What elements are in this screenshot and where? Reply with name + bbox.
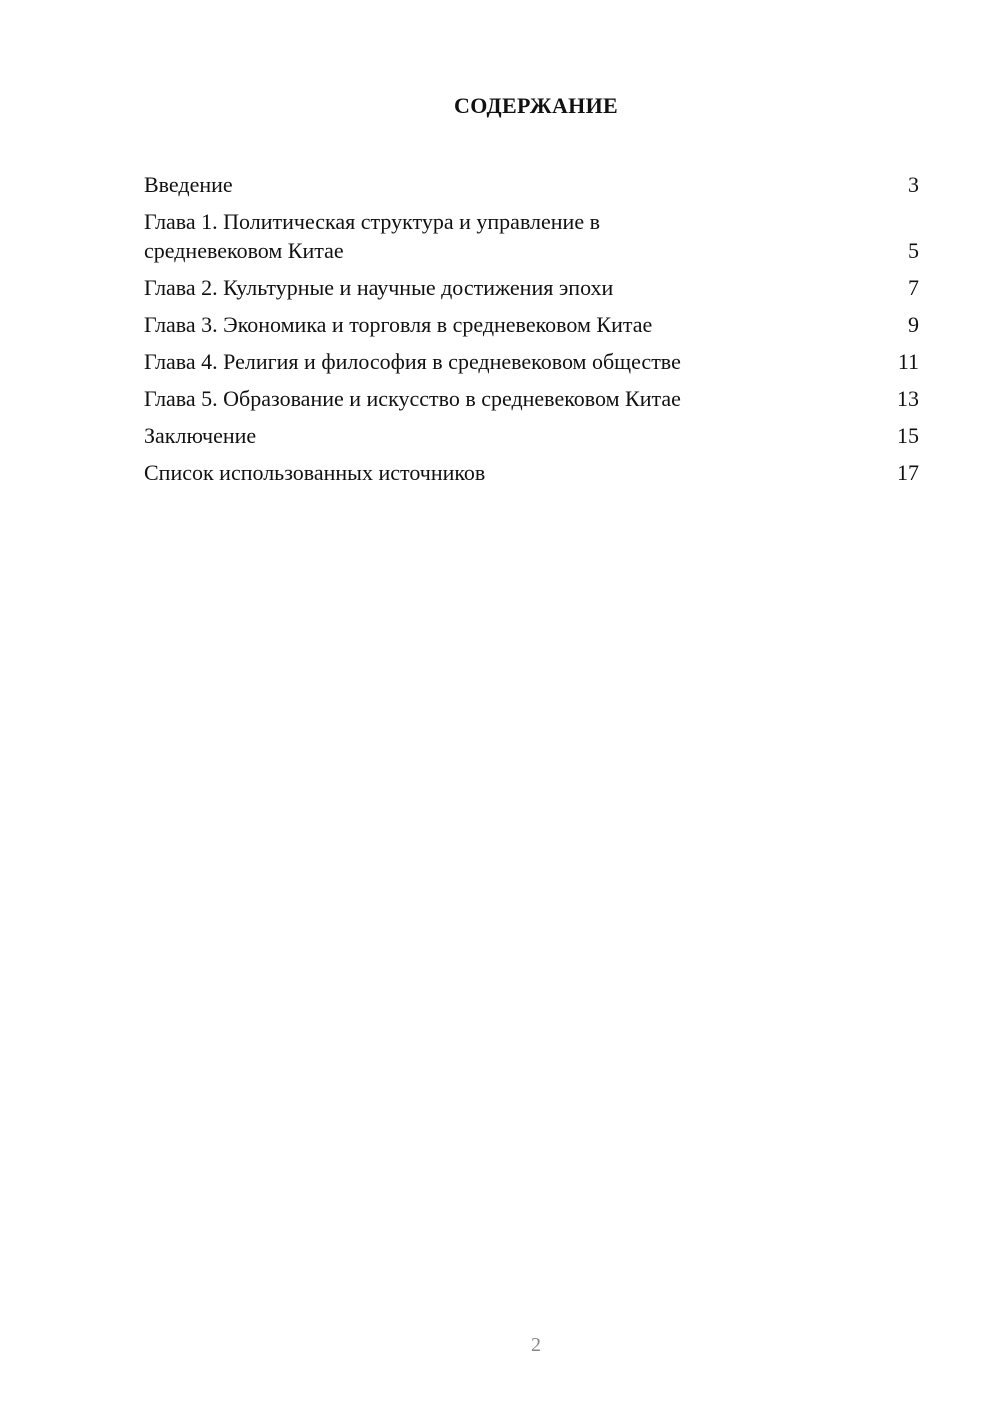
- toc-entry-chapter-5: [144, 384, 919, 413]
- toc-entry-page: 11: [897, 349, 919, 374]
- toc-entry-label: Глава 2. Культурные и научные достижения эпохи: [144, 275, 614, 300]
- toc-entry-page: 17: [897, 460, 919, 485]
- toc-entry-page: 9: [908, 312, 919, 337]
- toc-entry-page: 7: [908, 275, 919, 300]
- toc-entry-label: Список использованных источников: [144, 460, 486, 485]
- toc-entry-page: 5: [908, 238, 919, 263]
- toc-entry-chapter-4: [144, 347, 919, 376]
- page-number: 2: [531, 1334, 541, 1356]
- toc-entry-chapter-2: [144, 273, 919, 302]
- toc-entry-label: Глава 5. Образование и искусство в средневековом Китае: [144, 386, 681, 411]
- toc-entry-page: 3: [908, 172, 919, 197]
- toc-entry-label: Глава 3. Экономика и торговля в средневековом Китае: [144, 312, 653, 337]
- table-of-contents: [144, 170, 919, 495]
- toc-entry-label: Глава 4. Религия и философия в средневековом обществе: [144, 349, 681, 374]
- toc-entry-label: Заключение: [144, 423, 257, 448]
- toc-entry-conclusion: [144, 421, 919, 450]
- toc-entry-introduction: [144, 170, 919, 199]
- toc-entry-page: 15: [897, 423, 919, 448]
- toc-entry-chapter-1: [144, 207, 919, 265]
- toc-entry-references: [144, 458, 919, 487]
- toc-entry-label: Глава 1. Политическая структура и управление в средневековом Китае: [144, 209, 600, 263]
- toc-entry-chapter-3: [144, 310, 919, 339]
- toc-entry-label: Введение: [144, 172, 233, 197]
- page-title: СОДЕРЖАНИЕ: [454, 93, 618, 118]
- toc-entry-page: 13: [897, 386, 919, 411]
